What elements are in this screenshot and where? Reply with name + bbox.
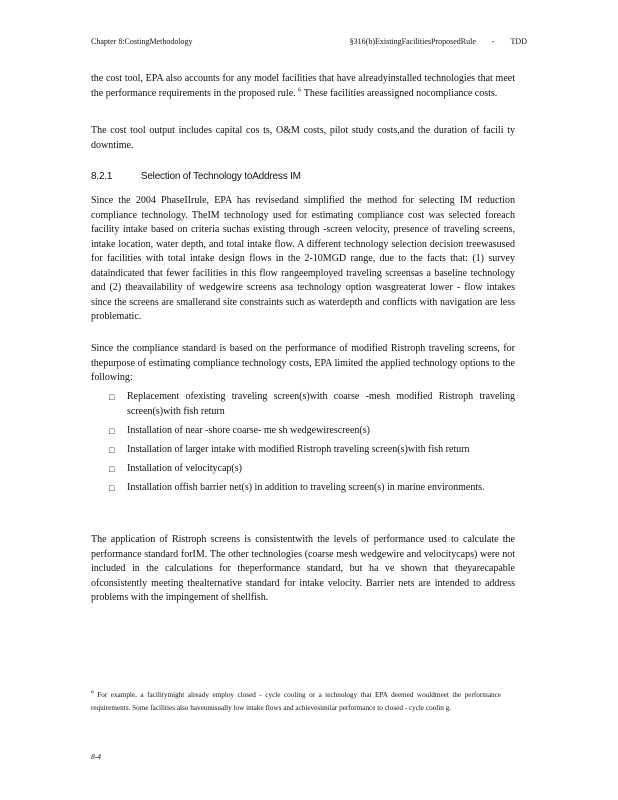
section-heading (91, 171, 301, 182)
checkbox-glyph-icon: □ (109, 444, 115, 455)
header-separator: - (491, 37, 495, 46)
paragraph-tail: These facilities areassigned nocompliance costs. (301, 87, 498, 99)
checkbox-glyph-icon: □ (109, 392, 115, 402)
running-header (91, 37, 527, 49)
list-item (91, 390, 515, 419)
footnote-text: For example, a facilitymight already employ closed - cycle cooling or a technology that EPA deemed wouldmeet the performance requirements. Some facilities also haveunusually low intake flows and achievesimilar performance to closed - cycle coolin g. (91, 691, 501, 712)
list-item (91, 462, 515, 477)
chapter-title: Chapter 8:CostingMethodology (91, 37, 193, 46)
list-item (91, 424, 515, 439)
list-item (91, 481, 515, 496)
list-item-text: Replacement ofexisting traveling screen(s)with coarse -mesh modified Ristroph traveling screen(s)with fish return (127, 391, 515, 417)
footnote-marker: 6 (91, 689, 94, 696)
list-item-text: Installation offish barrier net(s) in addition to traveling screen(s) in marine environments. (127, 481, 485, 493)
paragraph-compliance-standard: Since the compliance standard is based on the performance of modified Ristroph traveling screens, for thepurpose of estimating compliance technology costs, EPA limited the applied technology options to the following: (91, 343, 515, 383)
checkbox-glyph-icon: □ (109, 463, 115, 474)
list-item-text: Installation of near -shore coarse- me sh wedgewirescreen(s) (127, 424, 370, 436)
doc-code: TDD (510, 37, 527, 46)
paragraph-ristroph-application: The application of Ristroph screens is consistentwith the levels of performance used to calculate the performance standard forIM. The other technologies (coarse mesh wedgewire and velocitycaps) were not included in the calculations for theperformance standard, but ha ve shown that theyarecapable ofconsistently meeting thealternative standard for intake velocity. Barrier nets are intended to address problems with the impingement of shellfish. (91, 534, 515, 603)
technology-options-list (91, 390, 515, 500)
section-title: Selection of Technology toAddress IM (140, 171, 301, 182)
paragraph-selection-method: Since the 2004 PhaseIIrule, EPA has revisedand simplified the method for selecting IM reduction compliance technology. TheIM technology used for estimating compliance cost was selected foreach facility intake based on criteria suchas existing through -screen velocity, presence of traveling screens, intake location, water depth, and total intake flow. A different technology selection decision treewasused for facilities with total intake design flows in the 2-10MGD range, due to the facts that: (1) survey dataindicated that fewer facilities in this flow rangeemployed traveling screensas a baseline technology and (2) theavailability of wedgewire screens asa technology option wasgreaterat lower - flow intakes since the screens are smallerand site constraints such as waterdepth and conflicts with navigation are less problematic. (91, 195, 515, 322)
document-title (336, 37, 527, 46)
paragraph-cost-tool (91, 72, 515, 101)
checkbox-glyph-icon: □ (109, 425, 115, 436)
footnote-reference[interactable]: 6 (298, 86, 302, 94)
section-number: 8.2.1 (91, 171, 113, 182)
rule-title: §316(b)ExistingFacilitiesProposedRule (349, 37, 476, 46)
paragraph-cost-output: The cost tool output includes capital cos ts, O&M costs, pilot study costs,and the duration of facili ty downtime. (91, 125, 515, 151)
list-item-text: Installation of larger intake with modified Ristroph traveling screen(s)with fish return (127, 443, 470, 455)
paragraph-text: the cost tool, EPA also accounts for any model facilities that have alreadyinstalled technologies that meet the performance requirements in the proposed rule. (91, 73, 515, 99)
footnote (91, 689, 501, 715)
list-item (91, 443, 515, 458)
page-number: 8-4 (91, 752, 101, 761)
checkbox-glyph-icon: □ (109, 482, 115, 493)
list-item-text: Installation of velocitycap(s) (127, 462, 242, 474)
